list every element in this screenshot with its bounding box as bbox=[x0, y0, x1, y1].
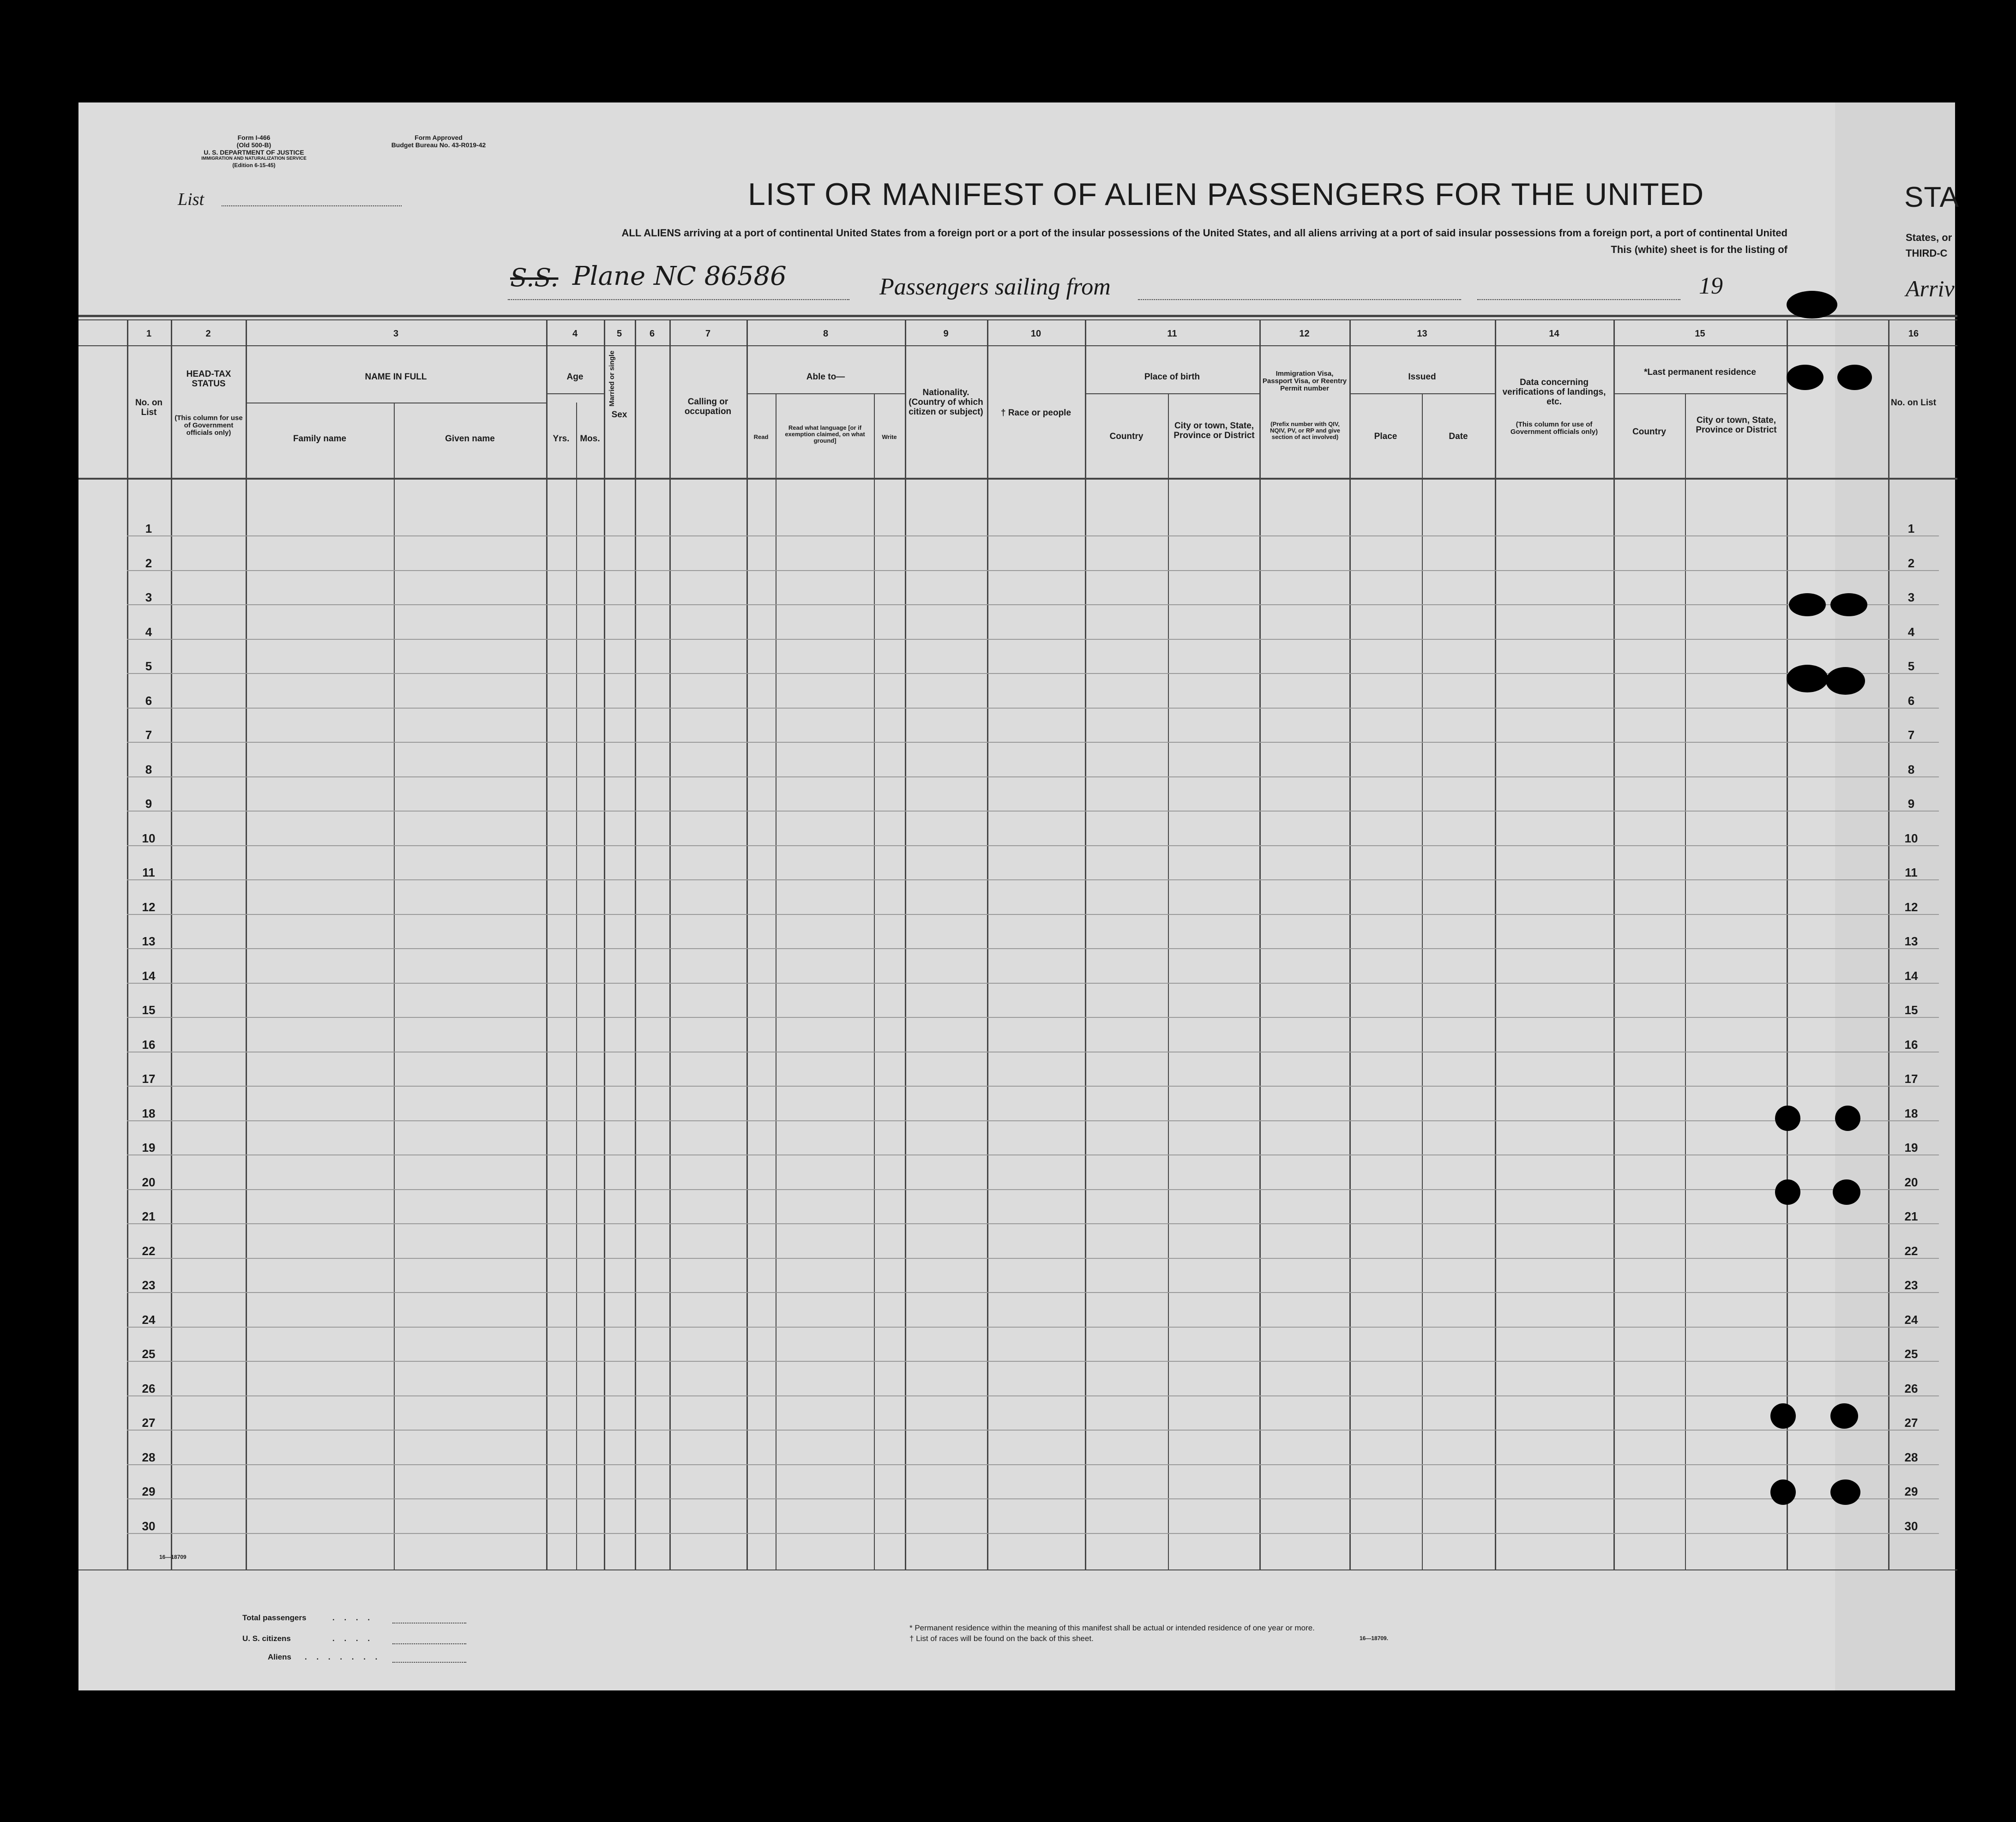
row-number-16: 22 bbox=[1904, 1244, 1918, 1258]
col-divider bbox=[1787, 319, 1788, 1569]
age-subheader-rule bbox=[546, 393, 604, 394]
col-divider bbox=[635, 319, 636, 1569]
header-name-in-full: NAME IN FULL bbox=[365, 372, 427, 382]
header-race: † Race or people bbox=[1000, 408, 1071, 418]
row-number-16: 12 bbox=[1904, 900, 1918, 914]
column-number: 10 bbox=[1030, 329, 1041, 339]
col-divider bbox=[1495, 319, 1496, 1569]
subtitle-continued-2: THIRD-C bbox=[1906, 247, 1948, 259]
birth-subheader-rule bbox=[1085, 393, 1259, 394]
row-line bbox=[127, 914, 1939, 915]
row-line bbox=[127, 948, 1939, 949]
col-divider bbox=[1259, 319, 1261, 1569]
punch-hole bbox=[1830, 1479, 1860, 1505]
list-label: List bbox=[178, 190, 205, 209]
col-divider bbox=[669, 319, 671, 1569]
page-title-continued: STA bbox=[1904, 181, 1959, 213]
sailing-port-line bbox=[1138, 299, 1461, 300]
header-read: Read bbox=[753, 433, 769, 440]
punch-hole bbox=[1789, 593, 1826, 616]
manifest-sheet bbox=[78, 102, 1920, 1690]
row-line bbox=[127, 535, 1939, 536]
header-able-to: Able to— bbox=[806, 372, 845, 382]
punch-hole bbox=[1775, 1106, 1800, 1131]
column-number: 6 bbox=[649, 329, 655, 339]
row-number-16: 9 bbox=[1908, 797, 1915, 811]
row-number: 11 bbox=[142, 866, 155, 879]
row-number: 3 bbox=[145, 590, 152, 604]
punch-hole bbox=[1830, 593, 1867, 616]
row-line bbox=[127, 1223, 1939, 1224]
column-number: 1 bbox=[146, 329, 152, 339]
us-citizens-label: U. S. citizens bbox=[242, 1634, 291, 1643]
approval-block bbox=[369, 134, 508, 149]
row-number-16: 19 bbox=[1904, 1141, 1918, 1155]
aliens-line bbox=[392, 1662, 466, 1663]
col-divider bbox=[127, 319, 128, 1569]
row-line bbox=[127, 1258, 1939, 1259]
header-issued-place: Place bbox=[1374, 432, 1397, 441]
header-birth-city: City or town, State, Province or District bbox=[1173, 421, 1255, 440]
row-number: 9 bbox=[145, 797, 152, 811]
row-line bbox=[127, 604, 1939, 605]
row-number-16: 5 bbox=[1908, 659, 1915, 673]
dots: . . . . bbox=[332, 1634, 374, 1643]
row-number-16: 10 bbox=[1904, 831, 1918, 845]
column-number: 7 bbox=[705, 329, 711, 339]
column-number: 3 bbox=[393, 329, 399, 339]
column-number: 14 bbox=[1549, 329, 1559, 339]
header-issued: Issued bbox=[1408, 372, 1436, 382]
header-no-on-list-16: No. on List bbox=[1890, 398, 1937, 408]
column-number: 16 bbox=[1908, 329, 1919, 339]
row-number: 22 bbox=[142, 1244, 156, 1258]
row-line bbox=[127, 570, 1939, 571]
row-number-16: 6 bbox=[1908, 693, 1915, 708]
row-number-16: 30 bbox=[1904, 1519, 1918, 1533]
row-line bbox=[127, 983, 1939, 984]
row-number: 16 bbox=[142, 1037, 156, 1052]
row-number-16: 23 bbox=[1904, 1278, 1918, 1292]
column-number: 13 bbox=[1417, 329, 1427, 339]
header-sex: Sex bbox=[611, 410, 627, 420]
row-number-16: 13 bbox=[1904, 934, 1918, 948]
budget-number: Budget Bureau No. 43-R019-42 bbox=[391, 141, 486, 149]
column-number-rule bbox=[78, 345, 1957, 346]
column-number: 9 bbox=[943, 329, 949, 339]
row-line bbox=[127, 1533, 1939, 1534]
dots: . . . . bbox=[332, 1613, 374, 1622]
header-residence-city: City or town, State, Province or District bbox=[1696, 415, 1777, 435]
row-number-16: 26 bbox=[1904, 1381, 1918, 1395]
row-number: 25 bbox=[142, 1347, 156, 1361]
col-divider bbox=[171, 319, 172, 1569]
row-line bbox=[127, 708, 1939, 709]
row-number-16: 27 bbox=[1904, 1416, 1918, 1430]
service: IMMIGRATION AND NATURALIZATION SERVICE bbox=[201, 156, 307, 161]
row-number: 17 bbox=[142, 1072, 156, 1086]
col-divider bbox=[1888, 319, 1890, 1569]
row-line bbox=[127, 845, 1939, 846]
row-number: 30 bbox=[142, 1519, 156, 1533]
row-number-16: 8 bbox=[1908, 762, 1915, 776]
punch-hole bbox=[1787, 665, 1828, 692]
column-number: 12 bbox=[1299, 329, 1310, 339]
header-visa: Immigration Visa, Passport Visa, or Reentry Permit number bbox=[1262, 370, 1347, 392]
header-mos: Mos. bbox=[580, 434, 600, 444]
page-title: LIST OR MANIFEST OF ALIEN PASSENGERS FOR THE UNITED bbox=[748, 177, 1704, 212]
row-line bbox=[127, 879, 1939, 880]
row-number: 12 bbox=[142, 900, 156, 914]
footer-print-code: 16—18709. bbox=[1360, 1635, 1389, 1642]
header-calling: Calling or occupation bbox=[684, 397, 732, 416]
row-number: 24 bbox=[142, 1312, 156, 1327]
able-subheader-rule bbox=[746, 393, 905, 394]
col-divider bbox=[604, 319, 605, 1569]
row-number-16: 24 bbox=[1904, 1312, 1918, 1327]
row-number: 15 bbox=[142, 1003, 156, 1017]
footnote-races: † List of races will be found on the back of this sheet. bbox=[909, 1634, 1094, 1643]
row-line bbox=[127, 1395, 1939, 1396]
row-number: 13 bbox=[142, 934, 156, 948]
form-number: Form I-466 bbox=[237, 134, 271, 141]
punch-hole bbox=[1787, 365, 1823, 390]
row-number: 4 bbox=[145, 625, 152, 639]
col-divider bbox=[1349, 319, 1351, 1569]
header-head-tax: HEAD-TAX STATUS bbox=[186, 369, 231, 389]
row-line bbox=[127, 776, 1939, 777]
header-bottom-rule bbox=[78, 478, 1957, 480]
row-number-16: 16 bbox=[1904, 1037, 1918, 1052]
total-passengers-label: Total passengers bbox=[242, 1613, 307, 1622]
column-number: 4 bbox=[572, 329, 578, 339]
row-number-16: 11 bbox=[1905, 866, 1918, 879]
row-number-16: 17 bbox=[1904, 1072, 1918, 1086]
punch-hole bbox=[1775, 1179, 1800, 1205]
sailing-from-label: Passengers sailing from bbox=[879, 274, 1111, 300]
header-no-on-list: No. on List bbox=[135, 398, 163, 417]
header-data-concerning: Data concerning verifications of landings, etc. bbox=[1502, 378, 1606, 407]
punch-hole bbox=[1770, 1403, 1796, 1429]
header-place-of-birth: Place of birth bbox=[1144, 372, 1200, 382]
us-citizens-line bbox=[392, 1643, 466, 1644]
subtitle-continued-1: States, or bbox=[1906, 232, 1952, 243]
header-residence-country: Country bbox=[1632, 427, 1666, 437]
header-last-residence: *Last permanent residence bbox=[1644, 367, 1756, 377]
department: U. S. DEPARTMENT OF JUSTICE bbox=[204, 149, 304, 156]
header-birth-country: Country bbox=[1109, 432, 1143, 441]
row-number: 29 bbox=[142, 1485, 156, 1498]
row-line bbox=[127, 1189, 1939, 1190]
header-married-single: Married or single bbox=[608, 350, 616, 407]
column-number: 2 bbox=[205, 329, 211, 339]
punch-hole bbox=[1833, 1179, 1860, 1205]
row-line bbox=[127, 1292, 1939, 1293]
punch-hole bbox=[1830, 1403, 1858, 1429]
col-divider bbox=[905, 319, 906, 1569]
header-given-name: Given name bbox=[445, 434, 495, 444]
row-number: 7 bbox=[145, 728, 152, 742]
subtitle-line-1: ALL ALIENS arriving at a port of continental United States from a foreign port or a port of the insular possessions of the United States, and all aliens arriving at a port of said insular possessions from a foreign port, a port of continental United bbox=[621, 227, 1787, 239]
row-number: 21 bbox=[142, 1209, 156, 1223]
row-number: 2 bbox=[145, 556, 152, 570]
header-visa-note: (Prefix number with QIV, NQIV, PV, or RP and give section of act involved) bbox=[1270, 421, 1340, 440]
edition: (Edition 6-15-45) bbox=[232, 162, 276, 168]
header-read-language: Read what language [or if exemption claimed, on what ground] bbox=[785, 424, 865, 444]
total-passengers-line bbox=[392, 1623, 466, 1624]
row-line bbox=[127, 639, 1939, 640]
row-number-16: 28 bbox=[1904, 1450, 1918, 1464]
row-number: 19 bbox=[142, 1141, 156, 1155]
row-line bbox=[127, 1120, 1939, 1121]
row-number-16: 1 bbox=[1908, 522, 1915, 535]
header-write: Write bbox=[882, 433, 897, 440]
row-line bbox=[127, 811, 1939, 812]
row-number: 10 bbox=[142, 831, 156, 845]
residence-subheader-rule bbox=[1613, 393, 1787, 394]
form-id-block bbox=[162, 134, 346, 169]
dots: . . . . . . . bbox=[305, 1653, 381, 1661]
row-number-16: 4 bbox=[1908, 625, 1915, 639]
arriving-label: Arriv bbox=[1906, 276, 1955, 301]
row-line bbox=[127, 1327, 1939, 1328]
form-approved: Form Approved bbox=[415, 134, 463, 141]
row-number-16: 14 bbox=[1904, 968, 1918, 983]
row-number: 1 bbox=[145, 522, 152, 535]
punch-hole bbox=[1770, 1479, 1796, 1505]
row-line bbox=[127, 1464, 1939, 1465]
row-number-16: 25 bbox=[1904, 1347, 1918, 1361]
aliens-label: Aliens bbox=[268, 1653, 292, 1661]
row-number-16: 2 bbox=[1908, 556, 1915, 570]
year-label: 19 bbox=[1699, 273, 1723, 299]
col-divider bbox=[246, 319, 247, 1569]
row-line bbox=[127, 1086, 1939, 1087]
col-divider bbox=[1613, 319, 1615, 1569]
header-data-note: (This column for use of Government officials only) bbox=[1510, 421, 1598, 436]
col-divider bbox=[394, 403, 395, 1569]
footnote-residence: * Permanent residence within the meaning of this manifest shall be actual or intended residence of one year or more. bbox=[909, 1624, 1315, 1632]
row-number: 18 bbox=[142, 1106, 156, 1120]
adjacent-sheet bbox=[1835, 102, 1955, 1690]
punch-hole bbox=[1787, 291, 1837, 319]
row-number: 27 bbox=[142, 1416, 156, 1430]
column-number: 5 bbox=[616, 329, 622, 339]
col-divider bbox=[546, 319, 548, 1569]
row-number: 20 bbox=[142, 1175, 156, 1189]
form-old-number: (Old 500-B) bbox=[236, 141, 271, 149]
row-number-16: 18 bbox=[1904, 1106, 1918, 1120]
issued-subheader-rule bbox=[1349, 393, 1495, 394]
print-code: 16—18709 bbox=[159, 1554, 187, 1560]
row-number-16: 15 bbox=[1904, 1003, 1918, 1017]
table-top-rule-thin bbox=[78, 319, 1957, 320]
row-number: 6 bbox=[145, 693, 152, 708]
row-line bbox=[127, 1430, 1939, 1431]
row-number: 26 bbox=[142, 1381, 156, 1395]
row-number: 28 bbox=[142, 1450, 156, 1464]
row-number-16: 3 bbox=[1908, 590, 1915, 604]
punch-hole bbox=[1826, 667, 1865, 695]
column-number: 11 bbox=[1167, 329, 1177, 339]
header-issued-date: Date bbox=[1449, 432, 1468, 441]
row-number-16: 21 bbox=[1904, 1209, 1918, 1223]
col-divider bbox=[746, 319, 748, 1569]
vessel-underline bbox=[508, 299, 849, 300]
list-number-line bbox=[222, 205, 402, 206]
header-age: Age bbox=[566, 372, 584, 382]
row-number-16: 29 bbox=[1904, 1485, 1918, 1498]
row-number: 5 bbox=[145, 659, 152, 673]
vessel-name-handwritten: Plane NC 86586 bbox=[572, 261, 787, 291]
punch-hole bbox=[1837, 365, 1872, 390]
column-number: 8 bbox=[823, 329, 829, 339]
row-number: 23 bbox=[142, 1278, 156, 1292]
table-top-rule bbox=[78, 315, 1957, 317]
row-number-16: 7 bbox=[1908, 728, 1915, 742]
row-line bbox=[127, 742, 1939, 743]
header-yrs: Yrs. bbox=[553, 434, 570, 444]
column-number: 15 bbox=[1695, 329, 1705, 339]
header-head-tax-note: (This column for use of Government officials only) bbox=[175, 414, 243, 437]
col-divider bbox=[987, 319, 988, 1569]
row-line bbox=[127, 1498, 1939, 1499]
row-number-16: 20 bbox=[1904, 1175, 1918, 1189]
table-bottom-rule bbox=[78, 1569, 1957, 1570]
row-line bbox=[127, 1017, 1939, 1018]
punch-hole bbox=[1835, 1106, 1860, 1131]
sailing-date-line bbox=[1477, 299, 1680, 300]
row-number: 14 bbox=[142, 968, 156, 983]
row-number: 8 bbox=[145, 762, 152, 776]
row-line bbox=[127, 673, 1939, 674]
subtitle-line-2: This (white) sheet is for the listing of bbox=[1611, 244, 1787, 255]
header-family-name: Family name bbox=[293, 434, 347, 444]
row-line bbox=[127, 1361, 1939, 1362]
vessel-prefix: S.S. bbox=[510, 263, 559, 292]
col-divider bbox=[1085, 319, 1086, 1569]
col-divider bbox=[576, 403, 577, 1569]
header-nationality: Nationality. (Country of which citizen or subject) bbox=[909, 388, 983, 417]
